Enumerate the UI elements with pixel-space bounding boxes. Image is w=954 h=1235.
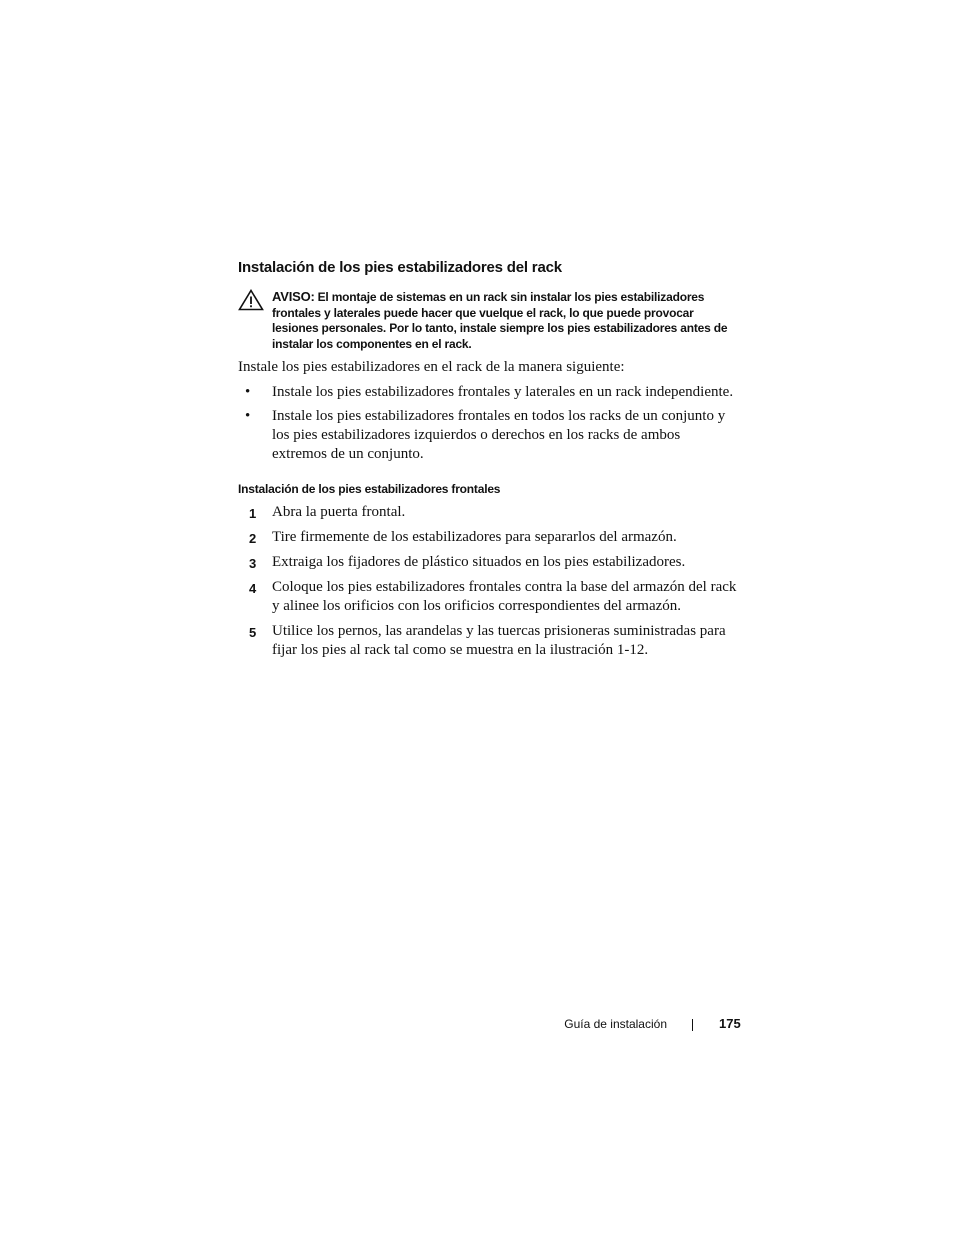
footer-guide-title: Guía de instalación xyxy=(564,1017,667,1031)
step-item xyxy=(238,528,738,547)
page-number: 175 xyxy=(719,1016,741,1031)
warning-notice xyxy=(238,289,738,352)
step-number: 5 xyxy=(249,625,257,640)
step-item xyxy=(238,503,738,522)
step-item xyxy=(238,622,738,660)
warning-triangle-icon xyxy=(238,289,264,311)
steps-list xyxy=(238,503,738,660)
step-text: Utilice los pernos, las arandelas y las tuercas prisioneras suministradas para fijar los pies al rack tal como se muestra en la ilustración 1-12. xyxy=(272,623,726,658)
step-text: Tire firmemente de los estabilizadores para separarlos del armazón. xyxy=(272,529,677,545)
step-item xyxy=(238,578,738,616)
step-item xyxy=(238,553,738,572)
page-footer xyxy=(0,1015,954,1035)
step-number: 1 xyxy=(249,506,257,521)
list-item: • Instale los pies estabilizadores frontales y laterales en un rack independiente. xyxy=(245,384,734,400)
subsection-heading: Instalación de los pies estabilizadores frontales xyxy=(238,482,501,496)
page-content xyxy=(238,258,738,666)
section-heading: Instalación de los pies estabilizadores del rack xyxy=(238,259,562,276)
bullet-icon: • xyxy=(245,384,251,400)
step-number: 3 xyxy=(249,556,257,571)
step-text: Abra la puerta frontal. xyxy=(272,504,406,520)
list-item: • Instale los pies estabilizadores frontales en todos los racks de un conjunto y los pies estabilizadores izquierdos o derechos en los racks de ambos extremos de un conjunto. xyxy=(245,408,726,462)
warning-label: AVISO: xyxy=(272,289,315,304)
bullet-list xyxy=(238,383,738,464)
step-text: Extraiga los fijadores de plástico situados en los pies estabilizadores. xyxy=(272,554,686,570)
warning-text: El montaje de sistemas en un rack sin instalar los pies estabilizadores frontales y laterales puede hacer que vuelque el rack, lo que puede provocar lesiones personales. Por lo tanto, instale siempre los pies estabilizadores antes de instalar los componentes en el rack. xyxy=(272,290,728,351)
step-number: 2 xyxy=(249,531,257,546)
footer-separator xyxy=(692,1019,693,1031)
step-number: 4 xyxy=(249,581,257,596)
bullet-icon: • xyxy=(245,408,251,424)
step-text: Coloque los pies estabilizadores frontales contra la base del armazón del rack y alinee los orificios con los orificios correspondientes del armazón. xyxy=(272,579,737,614)
intro-paragraph: Instale los pies estabilizadores en el rack de la manera siguiente: xyxy=(238,359,625,375)
